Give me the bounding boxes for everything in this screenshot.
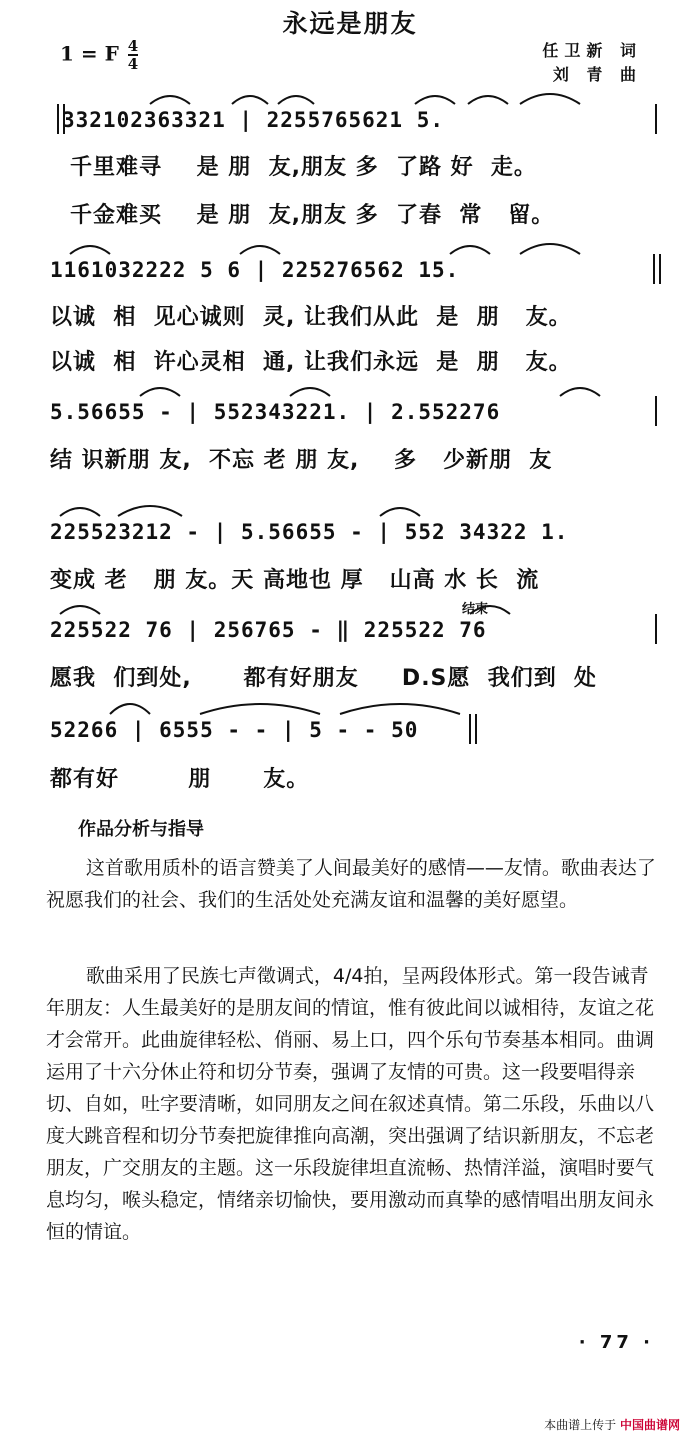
staff-line-6-notes: 52266 | 6555 - - | 5 - - 50 (50, 718, 419, 742)
slur (200, 704, 320, 714)
slur (110, 704, 150, 714)
end-mark: 结束 (462, 602, 489, 617)
staff-line-1-lyrics-1: 千里难寻 是 朋 友,朋友 多 了路 好 走。 (70, 155, 537, 180)
staff-line-2-lyrics-1: 以诚 相 见心诚则 灵, 让我们从此 是 朋 友。 (50, 305, 572, 330)
section-title: 作品分析与指导 (78, 819, 204, 840)
staff-line-1-lyrics-2: 千金难买 是 朋 友,朋友 多 了春 常 留。 (70, 203, 555, 228)
slur (415, 96, 455, 104)
song-title: 永远是朋友 (282, 9, 418, 38)
page-number: · 77 · (578, 1332, 654, 1353)
slur (140, 388, 180, 396)
footer-site[interactable]: 中国曲谱网 (619, 1418, 680, 1432)
slur (240, 246, 280, 254)
slur (560, 388, 600, 396)
slur (232, 96, 268, 104)
staff-line-2-notes: 1161032222 5 6 | 225276562 15. (50, 258, 460, 282)
slur (520, 244, 580, 254)
footer-prefix: 本曲谱上传于 (544, 1418, 617, 1432)
paragraph-1: 这首歌用质朴的语言赞美了人间最美好的感情——友情。歌曲表达了祝愿我们的社会、我们的生活处处充满友谊和温馨的美好愿望。 (46, 857, 656, 911)
time-top: 4 (127, 37, 139, 55)
key-label: 1 = F (60, 41, 119, 66)
slur (340, 704, 460, 714)
footer (544, 1416, 680, 1433)
composer-credit: 刘 青 曲 (552, 65, 642, 84)
time-bottom: 4 (127, 55, 139, 73)
staff-line-3-notes: 5.56655 - | 552343221. | 2.552276 (50, 400, 501, 424)
slur (468, 96, 508, 104)
slur (60, 606, 100, 614)
staff-line-6-lyrics: 都有好 朋 友。 (50, 767, 310, 792)
slur (150, 96, 190, 104)
slur (290, 388, 330, 396)
staff-line-4-lyrics: 变成 老 朋 友。天 高地也 厚 山高 水 长 流 (50, 568, 540, 593)
slur (520, 94, 580, 104)
staff-line-5-notes: 225522 76 | 256765 - ‖ 225522 76 (50, 618, 487, 642)
staff-line-3-lyrics: 结 识新朋 友, 不忘 老 朋 友, 多 少新朋 友 (50, 448, 553, 473)
slur (380, 508, 420, 516)
lyricist-credit: 任卫新 词 (542, 41, 642, 60)
slur (60, 508, 100, 516)
staff-line-5-lyrics: 愿我 们到处, 都有好朋友 D.S愿 我们到 处 (50, 666, 598, 691)
slur (118, 506, 182, 516)
staff-line-4-notes: 225523212 - | 5.56655 - | 552 34322 1. (50, 520, 569, 544)
staff-line-1-notes: 332102363321 | 2255765621 5. (62, 108, 445, 132)
slur (470, 606, 510, 614)
paragraph-2: 歌曲采用了民族七声徵调式，4/4拍，呈两段体形式。第一段告诫青年朋友：人生最美好的是朋友间的情谊，惟有彼此间以诚相待，友谊之花才会常开。此曲旋律轻松、俏丽、易上口，四个乐句节奏基本相同。曲调运用了十六分休止符和切分节奏，强调了友情的可贵。这一段要唱得亲切、自如，吐字要清晰，如同朋友之间在叙述真情。第二乐段，乐曲以八度大跳音程和切分节奏把旋律推向高潮，突出强调了结识新朋友，不忘老朋友，广交朋友的主题。这一乐段旋律坦直流畅、热情洋溢，演唱时要气息均匀，喉头稳定，情绪亲切愉快，要用激动而真挚的感情唱出朋友间永恒的情谊。 (46, 965, 655, 1243)
staff-line-2-lyrics-2: 以诚 相 许心灵相 通, 让我们永远 是 朋 友。 (50, 350, 572, 375)
slur (70, 246, 110, 254)
slur (278, 96, 314, 104)
slur (450, 246, 490, 254)
